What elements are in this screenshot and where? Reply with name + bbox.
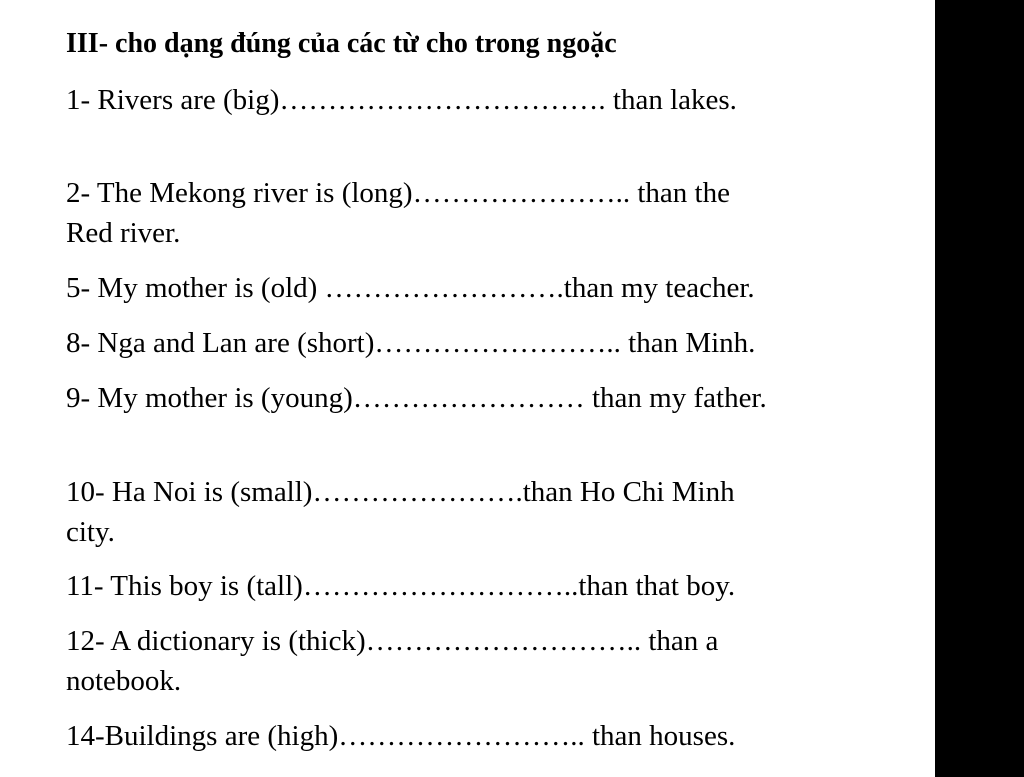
right-black-bar xyxy=(935,0,1024,777)
exercise-item-11 xyxy=(66,566,735,606)
exercise-item-text: 14-Buildings are (high)…………………….. than houses. xyxy=(66,720,736,752)
exercise-item-text: 10- Ha Noi is (small)………………….than Ho Chi Minh xyxy=(66,476,735,508)
exercise-item-5 xyxy=(66,268,755,308)
exercise-item-text: 8- Nga and Lan are (short)…………………….. than Minh. xyxy=(66,327,756,359)
exercise-item-1 xyxy=(66,80,737,120)
exercise-item-text: 12- A dictionary is (thick)……………………….. than a xyxy=(66,625,719,657)
exercise-item-8 xyxy=(66,323,755,363)
exercise-item-9 xyxy=(66,378,767,418)
exercise-item-14 xyxy=(66,716,735,756)
exercise-item-10 xyxy=(66,472,735,552)
exercise-item-text: 5- My mother is (old) …………………….than my teacher. xyxy=(66,272,755,304)
exercise-item-text: 2- The Mekong river is (long)………………….. than the xyxy=(66,177,730,209)
exercise-item-text: 11- This boy is (tall)………………………..than that boy. xyxy=(66,570,736,602)
exercise-item-2 xyxy=(66,173,730,253)
exercise-heading: III- cho dạng đúng của các từ cho trong ngoặc xyxy=(66,28,617,59)
exercise-item-text-continued: Red river. xyxy=(66,217,181,249)
exercise-item-text: 9- My mother is (young)…………………… than my father. xyxy=(66,382,767,414)
exercise-item-text-continued: city. xyxy=(66,516,115,548)
exercise-item-text-continued: notebook. xyxy=(66,665,182,697)
exercise-item-12 xyxy=(66,621,718,701)
exercise-item-text: 1- Rivers are (big)……………………………. than lakes. xyxy=(66,84,737,116)
